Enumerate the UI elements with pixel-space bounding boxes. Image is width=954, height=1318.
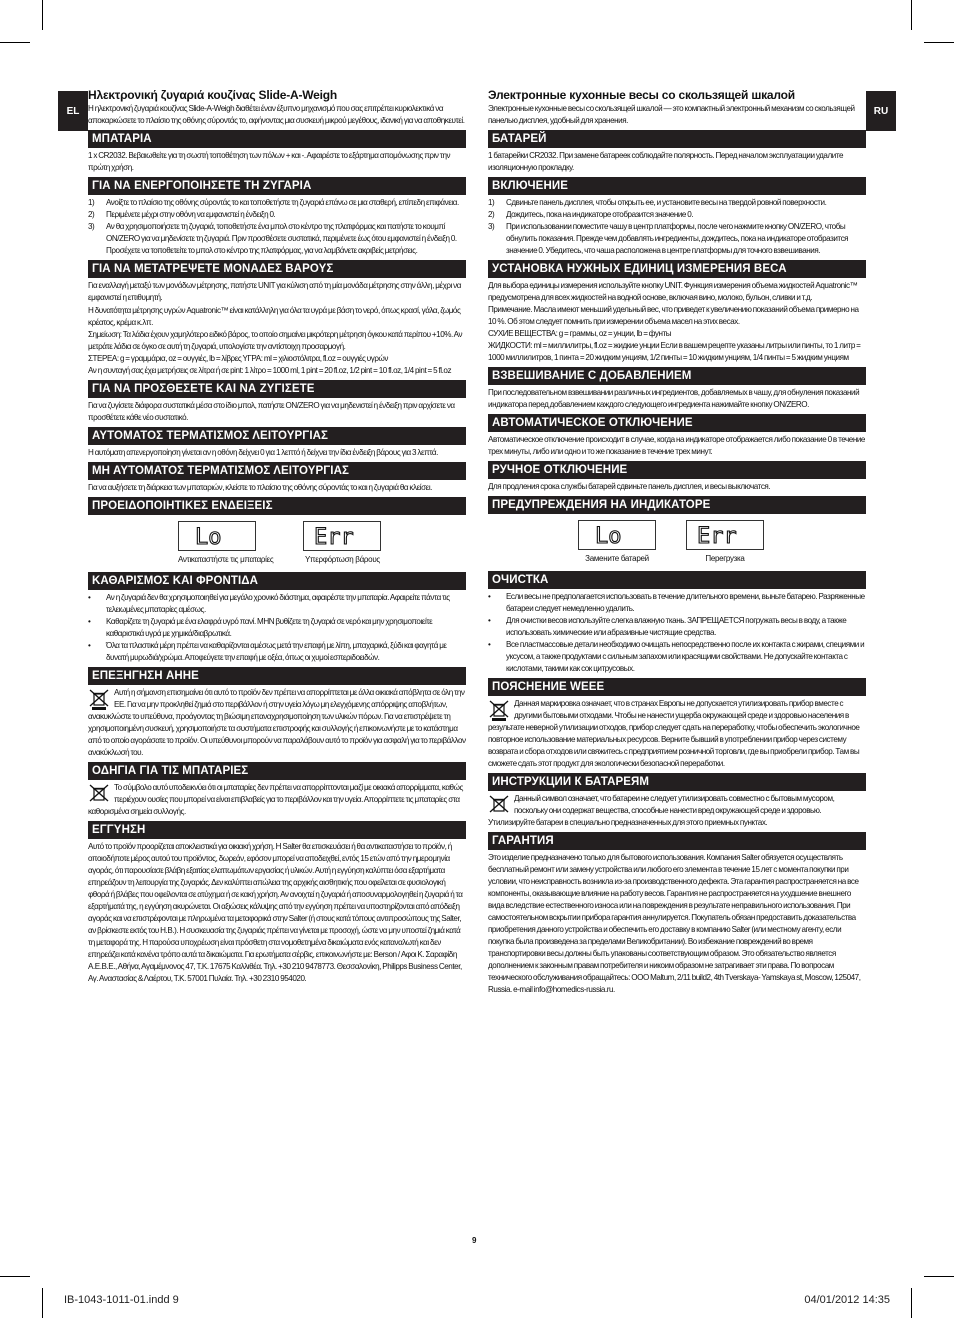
- manual-off-text: Για να αυξήσετε τη διάρκεια των μπαταριών, κλείστε το πλαίσιο της οθόνης σύροντάς το και η ζυγαριά θα κλείσει.: [88, 483, 432, 492]
- err-caption: Υπερφόρτωση βάρους: [304, 555, 380, 564]
- list-item: 3) Αν θα χρησιμοποιήσετε τη ζυγαριά, τοποθετήστε ένα μπολ στο κέντρο της πλατφόρμας και πατήστε το κουμπί ON/ZERO για να μηδενίσετε τη ζυγαριά. Πριν προσθέσετε συστατικά, περιμένετε έως ότου εμφανιστεί η ένδειξη 0. Προσέχετε να τοποθετείτε το μπολ στο κέντρο της πλατφόρμας, για να λαμβάνετε ακριβείς μετρήσεις.: [88, 222, 457, 255]
- paragraph: Примечание. Масла имеют меньший удельный вес, что приведет к увеличению показаний объема примерно на 10 %. Об этом следует помнить при измерении объема масел на этих весах.: [488, 305, 859, 326]
- list-item: 2) Дождитесь, пока на индикаторе отобразится значение 0.: [488, 210, 694, 219]
- auto-off-text: Автоматическое отключение происходит в случае, когда на индикаторе отображается либо показание 0 в течение трех минуты, либо или одно и то же показание в течение трех минут.: [488, 435, 865, 456]
- guarantee-text: Это изделие предназначено только для бытового использования. Компания Salter обязуется осуществлять бесплатный ремонт или замену устройства или любого его элемента в течение 15 лет с момента покупки при условии, что неисправность возникла из-за производственного дефекта. Эта гарантия распространяется на все компоненты, оказывающие влияние на работу весов. Гарантия не распространяется на ухудшение внешнего вида вследствие естественного износа или на повреждения в результате неправильного использования. При самостоятельном вскрытии прибора гарантия аннулируется. Покупатель обязан предоставить доказательства приобретения данного устройства и обеспечить его доставку в компанию Salter (или местному агенту, если покупка была произведена за пределами Великобритании). Во избежание повреждений во время транспортировки весы должны быть упакованы соответствующим образом. Это обязательство является дополнением к законным правам потребителя и никоим образом не затрагивает эти права. По вопросам технического обслуживания обращайтесь: ООО Maltum, 2/11 build2, 4th Tverskaya- Yamskaya st, Moscow, 125047, Russia. e-mail info@homedics-russia.ru.: [488, 853, 861, 994]
- lcd-display: [578, 520, 656, 550]
- lcd-display: [303, 521, 381, 551]
- paragraph: Αν η συνταγή σας έχει μετρήσεις σε λίτρα ή σε pint: 1 λίτρο = 1000 ml, 1 pint = 20 fl.oz, 1/2 pint = 10 fl.oz, 1/4 pint = 5 fl.oz: [88, 366, 452, 375]
- battery-text: 1 батарейки CR2032. При замене батареек соблюдайте полярность. Перед началом эксплуатации удалите изоляционную прокладку.: [488, 151, 844, 172]
- paragraph: Для выбора единицы измерения используйте кнопку UNIT. Функция измерения объема жидкостей Aquatronic™ предусмотрена для всех жидкостей на водной основе, включая вино, молоко, бульон, сливки и т.д.: [488, 281, 858, 302]
- crossed-bin-icon: [88, 783, 110, 805]
- slug-datetime: 04/01/2012 14:35: [804, 1294, 890, 1306]
- activate-steps: [88, 197, 466, 257]
- lo-indicator: [178, 521, 273, 564]
- section-header-weee: ПОЯСНЕНИЕ WEEE: [488, 678, 866, 696]
- lcd-lo-icon: [593, 524, 641, 546]
- column-greek: [88, 88, 466, 985]
- section-header-battery-directive: ИНСТРУКЦИИ К БАТАРЕЯМ: [488, 773, 866, 791]
- section-header-guarantee: ГАРАНТИЯ: [488, 832, 866, 850]
- lcd-display: [178, 521, 256, 551]
- units-text: [88, 280, 466, 377]
- paragraph: ΣΤΕΡΕΑ: g = γραμμάρια, oz = ουγγιές, lb = λίβρες ΥΓΡΑ: ml = χιλιοστόλιτρα, fl.oz = ουγγιές υγρών: [88, 354, 388, 363]
- section-header-battery-directive: ΟΔΗΓΙΑ ΓΙΑ ΤΙΣ ΜΠΑΤΑΡΙΕΣ: [88, 762, 466, 780]
- lcd-lo-icon: [193, 525, 241, 547]
- section-header-guarantee: ΕΓΓΥΗΣΗ: [88, 821, 466, 839]
- lo-indicator: [578, 520, 656, 563]
- crop-mark: [924, 42, 954, 43]
- section-header-switch-on: ВКЛЮЧЕНИЕ: [488, 177, 866, 195]
- paragraph: Σημείωση: Τα λάδια έχουν χαμηλότερο ειδικό βάρος, το οποίο σημαίνει μικρότερη μέτρηση όγκου κατά περίπου +10%. Αν μετράτε λάδια σε όγκο σε αυτή τη ζυγαριά, υπολογίστε την αντίστοιχη προσαρμογή.: [88, 330, 463, 351]
- section-header-warnings: ΠΡΟΕΙΔΟΠΟΙΗΤΙΚΕΣ ΕΝΔΕΙΞΕΙΣ: [88, 497, 466, 515]
- paragraph: Η δυνατότητα μέτρησης υγρών Aquatronic™ είναι κατάλληλη για όλα τα υγρά με βάση το νερό, όπως κρασί, γάλα, ζωμός κρέατος, κρέμα κ.λπ.: [88, 306, 461, 327]
- section-header-manual-off: РУЧНОЕ ОТКЛЮЧЕНИЕ: [488, 461, 866, 479]
- language-tab-el: EL: [58, 91, 88, 131]
- section-header-add-weigh: ΓΙΑ ΝΑ ΠΡΟΣΘΕΣΕΤΕ ΚΑΙ ΝΑ ΖΥΓΙΣΕΤΕ: [88, 380, 466, 398]
- list-item: 3) При использовании поместите чашу в центр платформы, после чего нажмите кнопку ON/ZERO, чтобы обнулить показания. Прежде чем добавлять ингредиенты, дождитесь, пока на индикаторе отобразится значение 0. Убедитесь, что чаша расположена в центре платформы для точного взвешивания.: [488, 222, 849, 255]
- auto-off-text: Η αυτόματη απενεργοποίηση γίνεται αν η οθόνη δείχνει 0 για 1 λεπτό ή δείχνει την ίδια ένδειξη βάρους για 3 λεπτά.: [88, 448, 438, 457]
- page-title: Ηλεκτρονική ζυγαριά κουζίνας Slide-A-Weigh: [88, 88, 338, 102]
- crossed-bin-icon: [488, 794, 510, 816]
- language-tab-ru: RU: [866, 91, 896, 131]
- section-header-battery: ΜΠΑΤΑΡΙΑ: [88, 130, 466, 148]
- err-caption: Перегрузка: [705, 554, 745, 563]
- section-header-add-weigh: ВЗВЕШИВАНИЕ С ДОБАВЛЕНИЕМ: [488, 367, 866, 385]
- paragraph: Για εναλλαγή μεταξύ των μονάδων μέτρησης, πατήστε UNIT για κύλιση από τη μία μονάδα μέτρησης στην άλλη, μέχρι να εμφανιστεί η επιθυμητή.: [88, 281, 461, 302]
- lcd-text: Lo: [195, 525, 222, 547]
- add-weigh-text: Για να ζυγίσετε διάφορα συστατικά μέσα στο ίδιο μπολ, πατήστε ON/ZERO για να μηδενιστεί η ένδειξη πριν αρχίσετε να προσθέτετε κάθε νέο συστατικό.: [88, 401, 455, 422]
- paragraph: СУХИЕ ВЕЩЕСТВА: g = граммы, oz = унции, lb = фунты: [488, 329, 672, 338]
- section-header-warnings: ПРЕДУПРЕЖДЕНИЯ НА ИНДИКАТОРЕ: [488, 496, 866, 514]
- battery-directive-text: Το σύμβολο αυτό υποδεικνύει ότι οι μπαταρίες δεν πρέπει να απορρίπτονται μαζί με οικιακά απορρίμματα, καθώς περιέχουν ουσίες που μπορεί να είναι επιβλαβείς για το περιβάλλον και την υγεία. Απορρίπτετε τις μπαταρίες στα καθορισμένα σημεία συλλογής.: [88, 783, 463, 816]
- list-item: • Αν η ζυγαριά δεν θα χρησιμοποιηθεί για μεγάλο χρονικό διάστημα, αφαιρέστε την μπαταρία. Αφαιρείτε πάντα τις τελειωμένες μπαταρίες αμέσως.: [88, 593, 450, 614]
- crop-mark: [924, 1276, 954, 1277]
- lcd-text: Lo: [595, 524, 622, 546]
- lcd-err-icon: [695, 524, 755, 546]
- list-item: 2) Περιμένετε μέχρι στην οθόνη να εμφανιστεί η ένδειξη 0.: [88, 210, 276, 219]
- crop-mark: [911, 0, 912, 30]
- section-header-auto-off: АВТОМАТИЧЕСКОЕ ОТКЛЮЧЕНИЕ: [488, 414, 866, 432]
- guarantee-text: Αυτό το προϊόν προορίζεται αποκλειστικά για οικιακή χρήση. Η Salter θα επισκευάσει ή θα αντικαταστήσει το προϊόν, ή οποιοδήποτε μέρος αυτού του προϊόντος, δωρεάν, εφόσον μπορεί να αποδειχθεί, εντός 15 ετών από την ημερομηνία αγοράς, ότι παρουσίασε βλάβη εξαιτίας ελαττωμάτων εργασίας ή υλικών. Αυτή η εγγύηση καλύπτει όσα εξαρτήματα επηρεάζουν τη λειτουργία της ζυγαριάς. Δεν καλύπτει απώλεια της αρχικής αισθητικής που οφείλεται σε φυσιολογική φθορά ή βλάβες που οφείλονται σε ατύχημα ή σε κακή χρήση. Αν ανοιχτεί η ζυγαριά ή αποσυναρμολογηθεί η ζυγαριά ή τα εξαρτήματά της, η εγγύηση ακυρώνεται. Οι αξιώσεις κάλυψης από την εγγύηση πρέπει να υποστηρίζονται από απόδειξη αγοράς και να επιστρέφονται με πληρωμένα τα μεταφορικά στην Salter (ή στους κατά τόπους αντιπροσώπους της Salter, αν βρίσκεστε εκτός του Η.Β.). Η συσκευασία της ζυγαριάς πρέπει να γίνεται με προσοχή, ώστε να μην υποστεί ζημιά κατά τη μεταφορά της. Η παρούσα υποχρέωση είναι πρόσθετη στα νομοθετημένα δικαιώματα ενός καταναλωτή και δεν επηρεάζει κατά κανένα τρόπο αυτά τα δικαιώματα. Για ερωτήματα σέρβις, επικοινωνήστε με: Berson / Αφοι Κ. Σαραφίδη Α.Ε.Β.Ε., Αθήνα, Αγαμέμνονος 47, Τ.Κ. 17675 Καλλιθέα. Τηλ. +30 210 9478773. Θεσσαλονίκη, Philipps Business Center, Αγ. Αναστασίας & Λαέρτου, Τ.Κ. 57001 Πυλαία. Τηλ. +30 2310 954020.: [88, 842, 463, 983]
- lcd-display: [686, 520, 764, 550]
- cleaning-list: [488, 591, 866, 675]
- column-russian: [488, 88, 866, 996]
- err-indicator: [303, 521, 381, 564]
- err-indicator: [686, 520, 764, 563]
- section-header-units: УСТАНОВКА НУЖНЫХ ЕДИНИЦ ИЗМЕРЕНИЯ ВЕСА: [488, 260, 866, 278]
- page-number: 9: [472, 1236, 477, 1245]
- weee-text: Данная маркировка означает, что в странах Европы не допускается утилизировать прибор вместе с другими бытовыми отходами. Чтобы не нанести ущерба окружающей среде и здоровью населения в результате неверной утилизации отходов, прибор следует сдать на переработку, чтобы обеспечить экологичное повторное использование материальных ресурсов. Верните бывший в употреблении прибор через систему возврата и сбора отходов или свяжитесь с предприятием розничной торговли, где вы приобрели прибор. Там вы сможете сдать этот продукт для экологически безопасной переработки.: [488, 699, 860, 768]
- battery-text: 1 x CR2032. Βεβαιωθείτε για τη σωστή τοποθέτηση των πόλων + και -. Αφαιρέστε το εξάρτημα απομόνωσης πριν την πρώτη χρήση.: [88, 151, 451, 172]
- units-text: [488, 280, 866, 364]
- lcd-text: Err: [314, 525, 355, 547]
- section-header-weee: ΕΠΕΞΗΓΗΣΗ AHHE: [88, 667, 466, 685]
- section-header-cleaning: ΚΑΘΑΡΙΣΜΟΣ ΚΑΙ ΦΡΟΝΤΙΔΑ: [88, 572, 466, 590]
- crop-mark: [42, 1288, 43, 1318]
- list-item: • Для очистки весов используйте слегка влажную ткань. ЗАПРЕЩАЕТСЯ погружать весы в воду, а также использовать химические или абразивные чистящие средства.: [488, 616, 847, 637]
- switch-on-steps: [488, 197, 866, 257]
- paragraph: ЖИДКОСТИ: ml = миллилитры, fl.oz = жидкие унции Если в вашем рецепте указаны литры или пинты, то 1 литр = 1000 миллилитров, 1 пинта = 20 жидким унциям, 1/2 пинты = 10 жидким унциям, 1/4 пинты = 5 жидким унциям: [488, 341, 861, 362]
- warning-displays: [88, 521, 466, 564]
- cleaning-list: [88, 592, 466, 664]
- warning-displays: [488, 520, 866, 563]
- slug-file: IB-1043-1011-01.indd 9: [64, 1294, 179, 1306]
- intro-text: Η ηλεκτρονική ζυγαριά κουζίνας Slide-A-Weigh διαθέτει έναν έξυπνο μηχανισμό που σας επιτρέπει κυριολεκτικά να αποκαρκώσετε το πλαίσιο της οθόνης σύροντάς το, αφήνοντας μια συσκευή μικρού μεγέθους, ιδανική για να αποθηκευτεί.: [88, 104, 465, 125]
- list-item: • Όλα τα πλαστικά μέρη πρέπει να καθαρίζονται αμέσως μετά την επαφή με λίπη, μπαχαρικά, ξύδι και φαγητά με δυνατή μυρωδιά/χρώμα. Αποφεύγετε την επαφή με οξέα, όπως οι χυμοί εσπεριδοειδών.: [88, 641, 447, 662]
- page-title: Электронные кухонные весы со скользящей шкалой: [488, 88, 795, 102]
- lo-caption: Замените батарей: [585, 554, 649, 563]
- list-item: • Все пластмассовые детали необходимо очищать непосредственно после их контакта с жирами, специями и уксусом, а также продуктами с сильным запахом или красящими свойствами. Не допускайте контакта с кислотами, такими как сок цитрусовых.: [488, 640, 865, 673]
- section-header-units: ΓΙΑ ΝΑ ΜΕΤΑΤΡΕΨΕΤΕ ΜΟΝΑΔΕΣ ΒΑΡΟΥΣ: [88, 260, 466, 278]
- battery-directive-text: Данный символ означает, что батареи не следует утилизировать совместно с бытовым мусором, поскольку они содержат вещества, способные нанести вред окружающей среде и здоровью. Утилизируйте батареи в специально предназначенных для этого приемных пунктах.: [488, 794, 835, 827]
- intro-text: Электронные кухонные весы со скользящей шкалой — это компактный электронный механизм со скользящей панелью дисплея, удобный для хранения.: [488, 104, 855, 125]
- list-item: • Καθαρίζετε τη ζυγαριά με ένα ελαφρά υγρό πανί. ΜΗΝ βυθίζετε τη ζυγαριά σε νερό και μην χρησιμοποιείτε καθαριστικά υγρά με χημικά/διαβρωτικά.: [88, 617, 433, 638]
- crossed-bin-icon: [88, 688, 110, 710]
- list-item: 1) Ανοίξτε το πλαίσιο της οθόνης σύροντάς το και τοποθετήστε τη ζυγαριά επάνω σε μια σταθερή, επίπεδη επιφάνεια.: [88, 198, 459, 207]
- crop-mark: [911, 1288, 912, 1318]
- section-header-activate: ΓΙΑ ΝΑ ΕΝΕΡΓΟΠΟΙΗΣΕΤΕ ΤΗ ΖΥΓΑΡΙΑ: [88, 177, 466, 195]
- weee-text: Αυτή η σήμανση επισημαίνει ότι αυτό το προϊόν δεν πρέπει να απορρίπτεται με άλλα οικιακά απόβλητα σε όλη την ΕΕ. Για να μην προκληθεί ζημιά στο περιβάλλον ή στην υγεία λόγω μη ελεγχόμενης απόρριψης αποβλήτων, ανακυκλώστε το υπεύθυνα, προάγοντας τη βιώσιμη επαναχρησιμοποίηση των υλικών πόρων. Για να επιστρέψετε τη χρησιμοποιημένη συσκευή, χρησιμοποιήστε τα συστήματα επιστροφής και συλλογής ή επικοινωνήστε με το κατάστημα από το οποίο αγοράσατε το προϊόν. Οι υπεύθυνοι μπορούν να παραλάβουν αυτό το προϊόν για ασφαλή για το περιβάλλον ανακύκλωσή του.: [88, 688, 466, 757]
- lo-caption: Αντικαταστήστε τις μπαταρίες: [178, 555, 274, 564]
- crop-mark: [0, 42, 30, 43]
- add-weigh-text: При последовательном взвешивании различных ингредиентов, добавляемых в чашу, для обнуления показаний индикатора перед добавлением каждого следующего ингредиента нажимайте кнопку ON/ZERO.: [488, 388, 860, 409]
- crop-mark: [42, 0, 43, 30]
- section-header-cleaning: ОЧИСТКА: [488, 571, 866, 589]
- list-item: 1) Сдвиньте панель дисплея, чтобы открыть ее, и установите весы на твердой ровной поверхности.: [488, 198, 827, 207]
- section-header-auto-off: ΑΥΤΟΜΑΤΟΣ ΤΕΡΜΑΤΙΣΜΟΣ ΛΕΙΤΟΥΡΓΙΑΣ: [88, 427, 466, 445]
- list-item: • Если весы не предполагается использовать в течение длительного времени, выньте батарею. Разряженные батареи следует немедленно удалить.: [488, 592, 865, 613]
- crossed-bin-icon: [488, 699, 510, 721]
- section-header-manual-off: ΜΗ ΑΥΤΟΜΑΤΟΣ ΤΕΡΜΑΤΙΣΜΟΣ ΛΕΙΤΟΥΡΓΙΑΣ: [88, 462, 466, 480]
- crop-mark: [0, 1276, 30, 1277]
- manual-off-text: Для продления срока службы батарей сдвиньте панель дисплея, и весы выключатся.: [488, 482, 771, 491]
- lcd-text: Err: [697, 524, 737, 546]
- lcd-err-icon: [312, 525, 372, 547]
- section-header-battery: БАТАРЕЙ: [488, 130, 866, 148]
